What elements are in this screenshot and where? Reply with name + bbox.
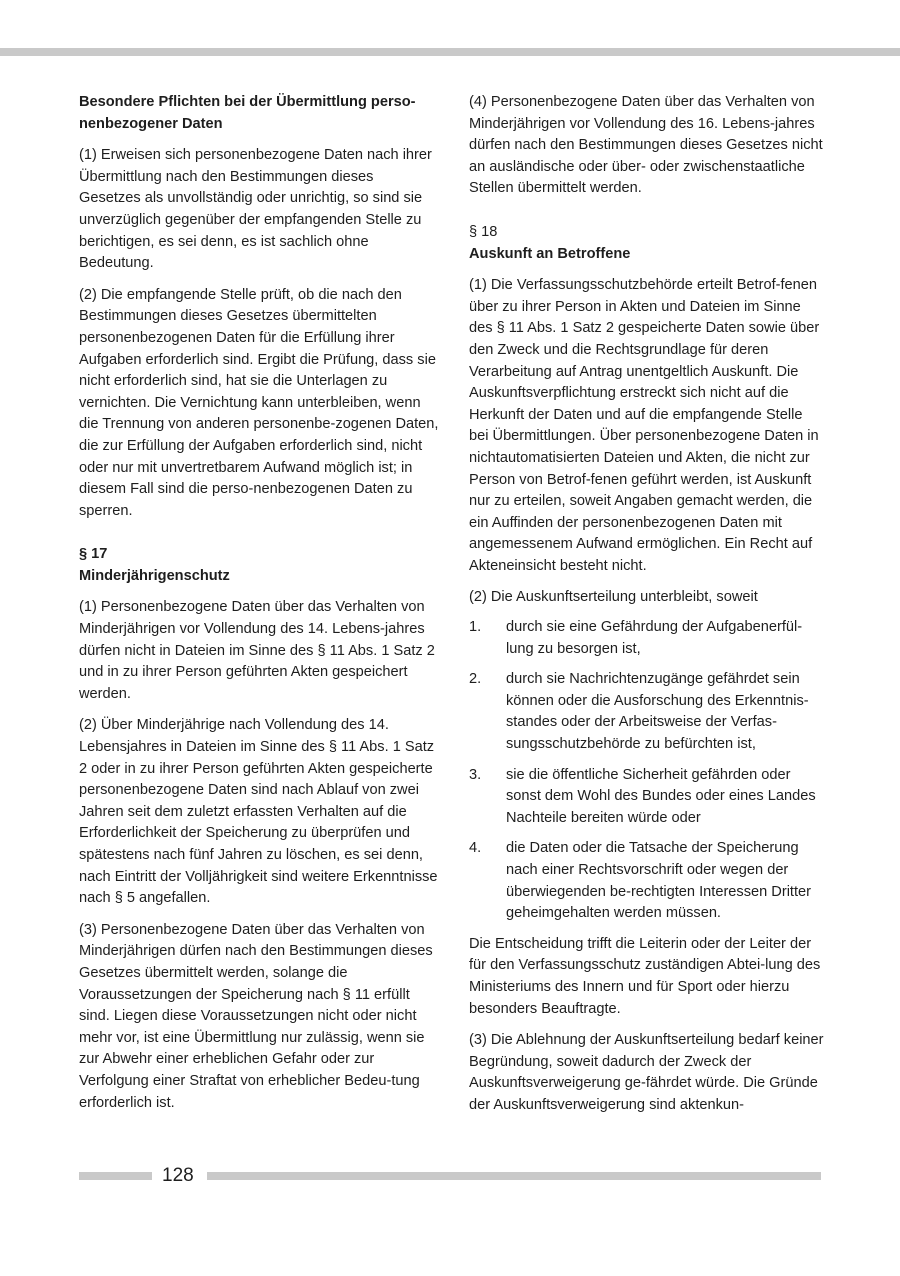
footer-rule-right [207,1172,821,1180]
paragraph: (3) Personenbezogene Daten über das Verhalten von Minderjährigen dürfen nach den Bestimmungen dieses Gesetzes übermittelt werden, solange die Voraussetzungen der Speicherung nach § 11 erfüllt sind. Liegen diese Voraussetzungen nicht oder nicht mehr vor, ist eine Übermittlung nur zulässig, wenn sie zur Abwehr einer erheblichen Gefahr oder zur Verfolgung einer Straftat von erheblicher Bedeu-tung erforderlich ist. [79,921,433,1111]
paragraph: (2) Die empfangende Stelle prüft, ob die nach den Bestimmungen dieses Gesetzes übermittelten personenbezogenen Daten für die Erfüllung ihrer Aufgaben erforderlich sind. Ergibt die Prüfung, dass sie nicht erforderlich sind, hat sie die Unterlagen zu vernichten. Die Vernichtung kann unterbleiben, wenn die Trennung von anderen personenbe-zogenen Daten, die zur Erfüllung der Aufgaben erforderlich sind, nicht oder nur mit unvertretbarem Aufwand möglich ist; in diesem Fall sind die perso-nenbezogenen Daten zu sperren. [79,286,439,519]
paragraph: (1) Erweisen sich personenbezogene Daten nach ihrer Übermittlung nach den Bestimmungen dieses Gesetzes als unvollständig oder unrichtig, so sind sie unverzüglich gegenüber der empfangenden Stelle zu berichtigen, es sei denn, es ist sachlich ohne Bedeutung. [79,147,432,272]
paragraph: (1) Die Verfassungsschutzbehörde erteilt Betrof-fenen über zu ihrer Person in Akten und Dateien im Sinne des § 11 Abs. 1 Satz 2 gespeicherte Daten sowie über den Zweck und die Rechtsgrundlage für deren Verarbeitung auf Antrag unentgeltlich Auskunft. Die Auskunftsverpflichtung erstreckt sich nicht auf die Herkunft der Daten und auf die empfangende Stelle bei Übermittlungen. Über personenbezogene Daten in nichtautomatisierten Dateien und Akten, die nicht zur Person von Betrof-fenen geführt werden, ist Auskunft nur zu erteilen, soweit Angaben gemacht werden, die ein Auffinden der personenbezogenen Daten mit angemessenem Aufwand ermöglichen. Ein Recht auf Akteneinsicht besteht nicht. [469,277,820,574]
paragraph: (4) Personenbezogene Daten über das Verhalten von Minderjährigen vor Vollendung des 16. Lebens-jahres dürfen nach den Bestimmungen dieses Gesetzes nicht an ausländische oder über- oder zwischenstaatliche Stellen übermittelt werden. [469,94,823,197]
list-item-text: durch sie Nachrichtenzugänge gefährdet sein können oder die Ausforschung des Erkenntnis-standes oder der Arbeitsweise der Verfas-sungsschutzbehörde zu befürchten ist, [506,671,809,753]
list-item [469,617,825,660]
paragraph: (2) Über Minderjährige nach Vollendung des 14. Lebensjahres in Dateien im Sinne des § 11 Abs. 1 Satz 2 oder in zu ihrer Person geführten Akten gespeicherte personenbezogene Daten sind nach Ablauf von zwei Jahren seit dem zuletzt erfassten Verhalten auf die Erforderlichkeit der Speicherung zu überprüfen und spätestens nach fünf Jahren zu löschen, es sei denn, nach Eintritt der Volljährigkeit sind weitere Erkenntnisse nach § 5 angefallen. [79,717,438,907]
top-rule [0,48,900,56]
left-column [79,92,439,1114]
list-item-text: sie die öffentliche Sicherheit gefährden oder sonst dem Wohl des Bundes oder eines Landes Nachteile bereiten würde oder [506,766,816,826]
numbered-list [469,617,825,925]
list-item-number: 4. [469,840,482,857]
section-heading: Besondere Pflichten bei der Übermittlung perso-nenbezogener Daten [79,94,416,132]
list-item [469,669,825,755]
section-title: Minderjährigenschutz [79,567,230,584]
paragraph: (1) Personenbezogene Daten über das Verhalten von Minderjährigen vor Vollendung des 14. Lebens-jahres dürfen nicht in Dateien im Sinne des § 11 Abs. 1 Satz 2 und in zu ihrer Person geführten Akten gespeichert werden. [79,599,435,702]
right-column [469,92,825,1117]
list-item-number: 1. [469,619,482,636]
footer-rule-left [79,1172,152,1180]
paragraph: (2) Die Auskunftserteilung unterbleibt, soweit [469,589,758,606]
list-item [469,765,825,830]
section-number: § 17 [79,546,108,563]
list-item [469,838,825,924]
list-item-text: durch sie eine Gefährdung der Aufgabenerfül-lung zu besorgen ist, [506,619,803,657]
list-item-number: 3. [469,766,482,783]
paragraph: (3) Die Ablehnung der Auskunftserteilung bedarf keiner Begründung, soweit dadurch der Zweck der Auskunftsverweigerung ge-fährdet würde. Die Gründe der Auskunftsverweigerung sind aktenkun- [469,1032,824,1113]
section-title: Auskunft an Betroffene [469,245,631,262]
section-number: § 18 [469,223,498,240]
paragraph: Die Entscheidung trifft die Leiterin oder der Leiter der für den Verfassungsschutz zuständigen Abtei-lung des Ministeriums des Innern und für Sport oder hierzu besonders Beauftragte. [469,935,821,1017]
list-item-text: die Daten oder die Tatsache der Speicherung nach einer Rechtsvorschrift oder wegen der überwiegenden be-rechtigten Interessen Dritter geheimgehalten werden müssen. [506,840,812,922]
list-item-number: 2. [469,671,482,688]
page-number: 128 [162,1165,194,1186]
